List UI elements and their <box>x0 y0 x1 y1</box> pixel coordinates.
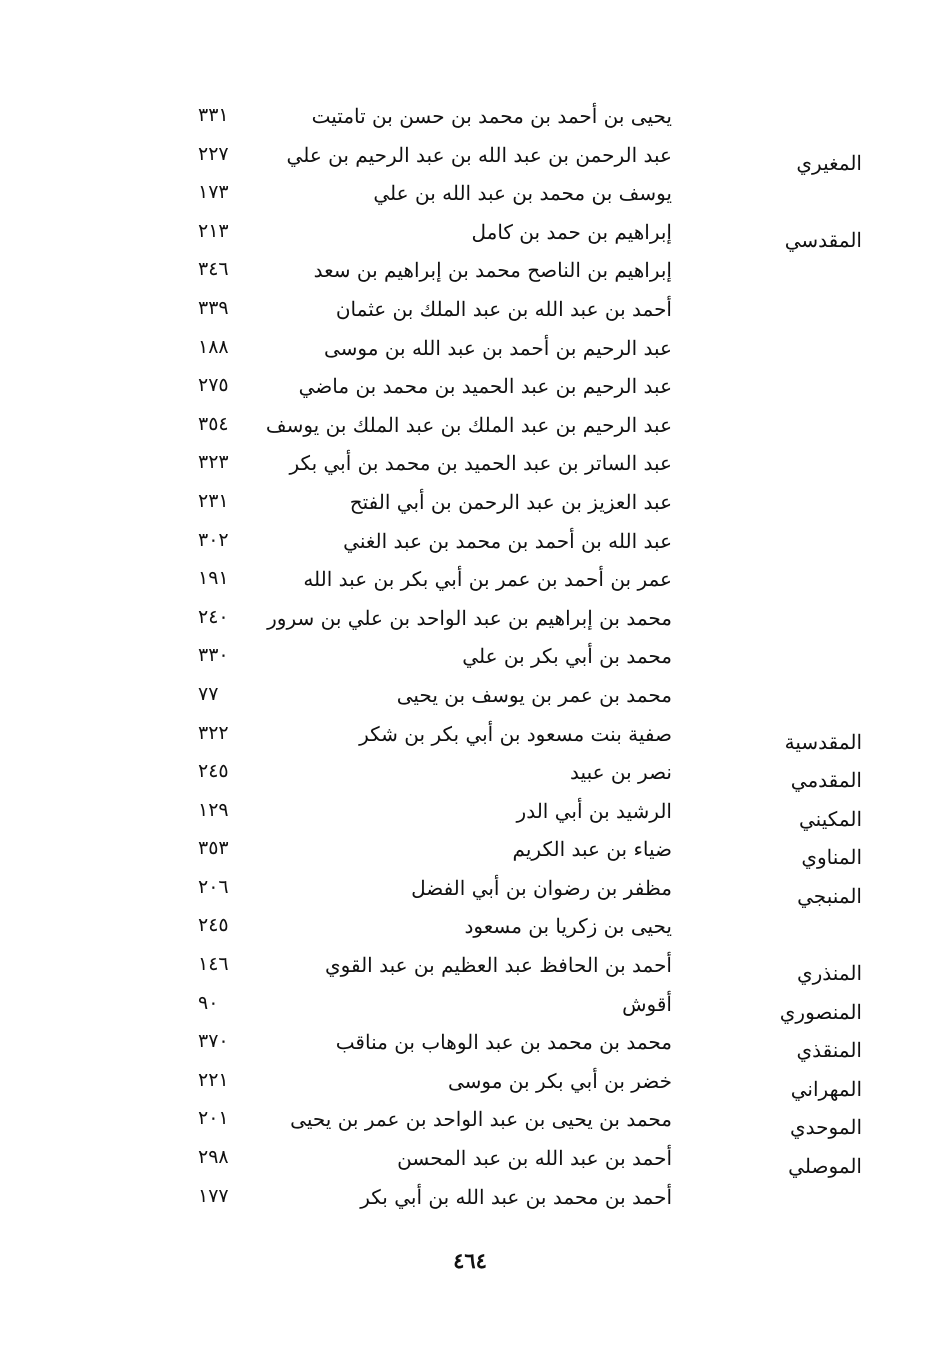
entry-page-ref: ٧٧ <box>198 682 219 705</box>
index-entry <box>180 949 880 988</box>
entry-nisba: المناوي <box>801 845 862 870</box>
entry-name: عبد الرحيم بن عبد الملك بن عبد الملك بن يوسف <box>265 412 672 437</box>
index-entry <box>180 139 880 178</box>
entry-page-ref: ٢٤٥ <box>198 914 229 937</box>
entry-name: أحمد بن محمد بن عبد الله بن أبي بكر <box>360 1184 672 1209</box>
entry-name: يحيى بن أحمد بن محمد بن حسن بن تامتيت <box>311 104 672 128</box>
index-entry <box>180 525 880 564</box>
entry-nisba: المكيني <box>799 806 862 831</box>
index-entry <box>180 254 880 293</box>
entry-nisba: الموحدي <box>789 1115 862 1140</box>
entry-page-ref: ٢٣١ <box>198 489 229 512</box>
entry-page-ref: ١٧٧ <box>198 1184 229 1207</box>
entry-name: يحيى بن زكريا بن مسعود <box>464 914 672 939</box>
index-entry <box>180 486 880 525</box>
entry-page-ref: ٣٢٢ <box>198 721 229 744</box>
index-entry <box>180 602 880 641</box>
index-entry <box>180 833 880 872</box>
entry-name: عبد الرحيم بن أحمد بن عبد الله بن موسى <box>323 335 672 360</box>
entry-page-ref: ١٢٩ <box>198 798 229 821</box>
entry-name: محمد بن يحيى بن عبد الواحد بن عمر بن يحيى <box>290 1107 672 1132</box>
index-entry <box>180 1103 880 1142</box>
index-entry <box>180 1026 880 1065</box>
entry-name: أحمد بن عبد الله بن عبد الملك بن عثمان <box>335 296 672 321</box>
entry-page-ref: ١٤٦ <box>198 953 229 976</box>
entry-name: إبراهيم بن حمد بن كامل <box>471 219 672 244</box>
entry-page-ref: ٣٢٣ <box>198 451 229 474</box>
entry-page-ref: ٢٤٠ <box>198 605 229 628</box>
entry-name: أحمد بن الحافظ عبد العظيم بن عبد القوي <box>324 953 672 978</box>
entry-name: مظفر بن رضوان بن أبي الفضل <box>411 875 672 900</box>
entry-nisba: المقدسي <box>784 227 862 252</box>
entry-name: أقوش <box>622 991 672 1016</box>
entry-page-ref: ٢١٣ <box>198 219 229 242</box>
entry-page-ref: ٢٠١ <box>198 1107 229 1130</box>
index-entry <box>180 100 880 139</box>
index-entry <box>180 177 880 216</box>
entry-nisba: المنبجي <box>797 883 862 908</box>
entry-page-ref: ٢٩٨ <box>198 1146 229 1169</box>
entry-page-ref: ٣٣٠ <box>198 644 229 667</box>
entry-name: أحمد بن عبد الله بن عبد المحسن <box>397 1146 672 1171</box>
index-entry <box>180 447 880 486</box>
entry-name: محمد بن أبي بكر بن علي <box>462 644 672 669</box>
entry-page-ref: ٣٥٣ <box>198 837 229 860</box>
index-list <box>180 100 880 1219</box>
entry-name: عبد الله بن أحمد بن محمد بن عبد الغني <box>343 528 672 553</box>
entry-page-ref: ٣٤٦ <box>198 258 229 281</box>
page-number: ٤٦٤ <box>453 1248 487 1273</box>
entry-nisba: المنذري <box>796 961 862 986</box>
index-entry <box>180 872 880 911</box>
entry-nisba: المنقذي <box>796 1038 862 1063</box>
index-entry <box>180 293 880 332</box>
entry-name: عبد العزيز بن عبد الرحمن بن أبي الفتح <box>349 489 672 514</box>
entry-page-ref: ٣٣٩ <box>198 296 229 319</box>
entry-name: نصر بن عبيد <box>570 760 672 785</box>
entry-name: محمد بن إبراهيم بن عبد الواحد بن علي بن سرور <box>267 605 672 630</box>
entry-page-ref: ٣٠٢ <box>198 528 229 551</box>
index-entry <box>180 718 880 757</box>
entry-page-ref: ١٩١ <box>198 567 229 590</box>
entry-nisba: المغيري <box>796 150 862 175</box>
index-entry <box>180 409 880 448</box>
entry-page-ref: ٣٧٠ <box>198 1030 229 1053</box>
entry-name: إبراهيم بن الناصح محمد بن إبراهيم بن سعد <box>313 258 672 283</box>
entry-nisba: المقدمي <box>790 768 862 793</box>
entry-name: خضر بن أبي بكر بن موسى <box>447 1068 672 1093</box>
entry-page-ref: ١٧٣ <box>198 181 229 204</box>
entry-name: الرشيد بن أبي الدر <box>516 798 672 823</box>
index-entry <box>180 756 880 795</box>
entry-nisba: المنصوري <box>779 999 862 1024</box>
entry-name: عبد الساتر بن عبد الحميد بن محمد بن أبي بكر <box>289 451 672 476</box>
entry-nisba: المهراني <box>790 1076 862 1101</box>
index-entry <box>180 1181 880 1220</box>
entry-nisba: الموصلي <box>788 1154 862 1179</box>
entry-page-ref: ٢٢٧ <box>198 142 229 165</box>
entry-page-ref: ٢٠٦ <box>198 875 229 898</box>
index-entry <box>180 332 880 371</box>
entry-nisba: المقدسية <box>784 729 862 754</box>
entry-page-ref: ٣٣١ <box>198 104 229 126</box>
index-entry <box>180 370 880 409</box>
entry-name: صفية بنت مسعود بن أبي بكر بن شكر <box>359 721 672 746</box>
entry-page-ref: ١٨٨ <box>198 335 229 358</box>
entry-name: ضياء بن عبد الكريم <box>512 837 672 862</box>
entry-name: عبد الرحمن بن عبد الله بن عبد الرحيم بن علي <box>286 142 672 167</box>
entry-page-ref: ٢٧٥ <box>198 374 229 397</box>
index-entry <box>180 216 880 255</box>
index-entry <box>180 1065 880 1104</box>
entry-name: عبد الرحيم بن عبد الحميد بن محمد بن ماضي <box>298 374 672 399</box>
entry-page-ref: ٣٥٤ <box>198 412 229 435</box>
entry-name: يوسف بن محمد بن عبد الله بن علي <box>373 181 672 206</box>
entry-name: محمد بن عمر بن يوسف بن يحيى <box>396 682 672 707</box>
entry-page-ref: ٢٤٥ <box>198 760 229 783</box>
entry-page-ref: ٢٢١ <box>198 1068 229 1091</box>
index-entry <box>180 679 880 718</box>
index-entry <box>180 910 880 949</box>
index-entry <box>180 563 880 602</box>
entry-name: محمد بن محمد بن عبد الوهاب بن مناقب <box>335 1030 672 1055</box>
index-entry <box>180 640 880 679</box>
entry-name: عمر بن أحمد بن عمر بن أبي بكر بن عبد الله <box>303 567 672 592</box>
index-entry <box>180 1142 880 1181</box>
index-entry <box>180 795 880 834</box>
entry-page-ref: ٩٠ <box>198 991 219 1014</box>
index-entry <box>180 988 880 1027</box>
